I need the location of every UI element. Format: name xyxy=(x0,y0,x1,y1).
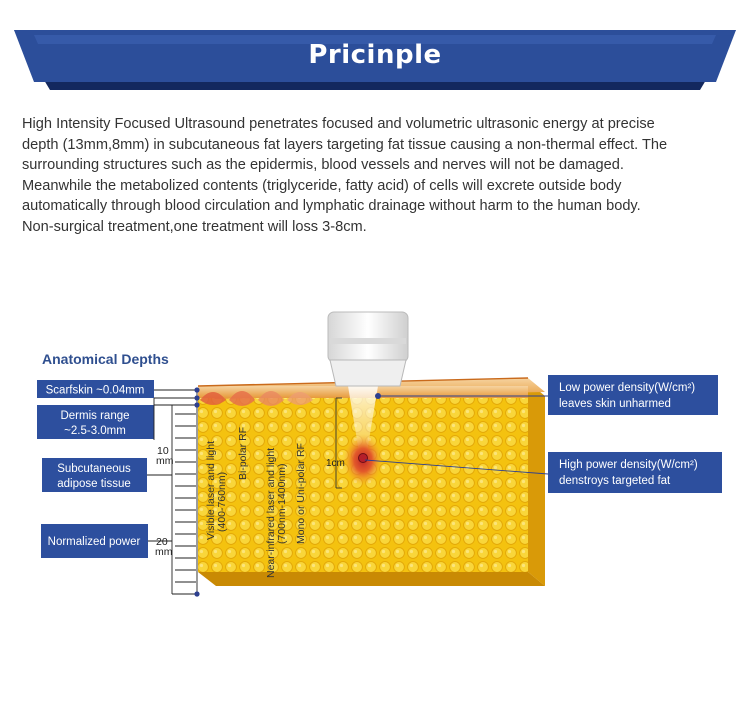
intro-line: depth (13mm,8mm) in subcutaneous fat layers targeting fat tissue causing a non-thermal effect. The xyxy=(22,136,668,153)
depth-scale xyxy=(147,390,197,594)
scale-label-20: 20 xyxy=(156,536,168,548)
scarfskin-label: Scarfskin ~0.04mm xyxy=(45,384,145,397)
intro-paragraph xyxy=(22,114,737,237)
anatomical-depths-heading: Anatomical Depths xyxy=(42,351,169,367)
normalized-power-label: Normalized power xyxy=(47,536,141,548)
focus-depth-label: 1cm xyxy=(326,458,345,469)
hifu-probe xyxy=(328,312,408,386)
visible-light-label-1: Visible laser and light xyxy=(205,440,217,540)
dermis-label-line1: Dermis range xyxy=(60,410,130,422)
fat-bottom-face xyxy=(198,572,545,586)
nir-light-label-1: Near-infrared laser and light xyxy=(265,447,277,578)
probe-body xyxy=(328,312,408,362)
bipolar-rf-label: Bi-polar RF xyxy=(237,426,249,480)
intro-line: surrounding structures such as the epidermis, blood vessels and nerves will not be damaged. xyxy=(22,157,624,173)
intro-line: High Intensity Focused Ultrasound penetrates focused and volumetric ultrasonic energy at precise xyxy=(22,116,655,132)
nir-light-label-2: (700nm-1400nm) xyxy=(276,463,288,544)
low-power-label-line2: leaves skin unharmed xyxy=(559,398,671,410)
probe-tip xyxy=(330,360,406,386)
scale-unit-10: mm xyxy=(156,455,174,467)
connector-dot xyxy=(194,387,199,392)
page-title: Pricinple xyxy=(308,40,442,70)
scale-ticks xyxy=(175,414,196,582)
scale-unit-20: mm xyxy=(155,546,173,558)
high-power-label-line2: denstroys targeted fat xyxy=(559,475,671,487)
low-power-label-line1: Low power density(W/cm²) xyxy=(559,382,696,394)
probe-band xyxy=(330,338,406,344)
dermis-label-line2: ~2.5-3.0mm xyxy=(64,425,126,437)
focus-point xyxy=(359,454,368,463)
monopolar-rf-label: Mono or Uni-polar RF xyxy=(295,443,307,544)
intro-line: Non-surgical treatment,one treatment will loss 3-8cm. xyxy=(22,218,367,235)
tissue-block xyxy=(198,378,545,586)
connector-dot xyxy=(375,393,381,399)
subcutaneous-label-line1: Subcutaneous xyxy=(57,463,131,475)
left-labels xyxy=(37,380,154,558)
fat-side-face xyxy=(528,382,545,586)
intro-line: Meanwhile the metabolized contents (triglyceride, fatty acid) of cells will excrete outside body xyxy=(22,177,622,194)
scale-label-10: 10 xyxy=(157,445,169,457)
subcutaneous-label-line2: adipose tissue xyxy=(57,478,131,490)
connector-dot xyxy=(194,395,199,400)
anatomical-diagram xyxy=(0,290,750,710)
high-power-label-line1: High power density(W/cm²) xyxy=(559,459,698,471)
visible-light-label-2: (400-760nm) xyxy=(216,471,228,532)
intro-line: automatically through blood circulation and lymphatic drainage without harm to the human body. xyxy=(22,198,641,214)
connector-dot xyxy=(194,402,199,407)
connector-dot xyxy=(194,591,199,596)
